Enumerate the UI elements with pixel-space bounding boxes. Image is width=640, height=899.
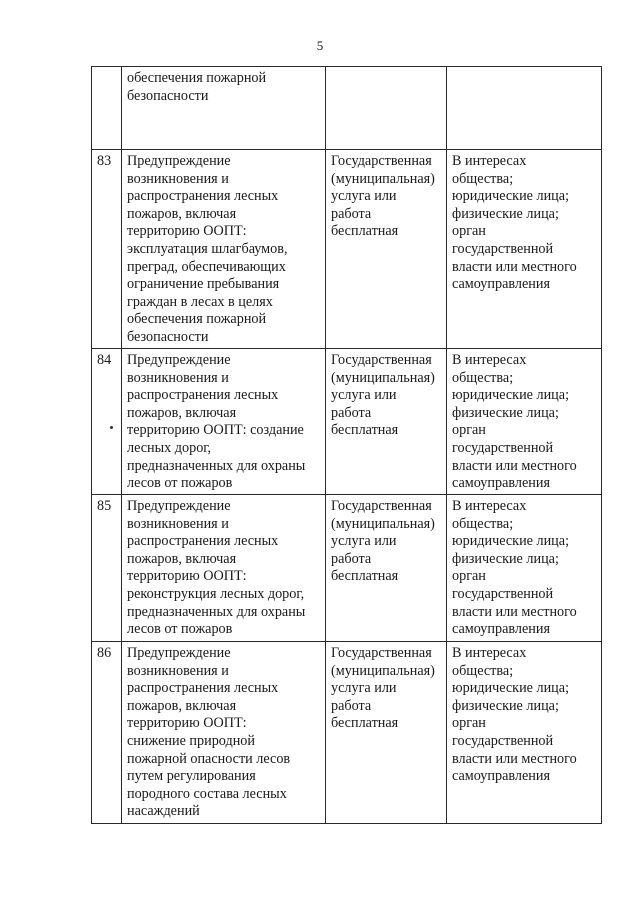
service-type-cell: Государственная (муниципальная) услуга или работа бесплатная [326, 150, 447, 349]
service-type-cell: Государственная (муниципальная) услуга или работа бесплатная [326, 349, 447, 495]
scan-speck [110, 426, 113, 429]
service-type-cell [326, 67, 447, 150]
row-number-cell: 85 [92, 495, 122, 642]
table-row [92, 642, 602, 824]
row-number-cell [92, 67, 122, 150]
services-table [91, 66, 602, 824]
table-row [92, 349, 602, 495]
page-number: 5 [316, 38, 324, 53]
row-number-cell: 84 [92, 349, 122, 495]
table-row [92, 495, 602, 642]
description-cell: Предупреждение возникновения и распространения лесных пожаров, включая территорию ООПТ: снижение природной пожарной опасности лесов путем регулирования породного состава лесных насаждений [122, 642, 326, 824]
consumers-cell [447, 67, 602, 150]
consumers-cell: В интересах общества; юридические лица; физические лица; орган государственной власти или местного самоуправления [447, 349, 602, 495]
consumers-cell: В интересах общества; юридические лица; физические лица; орган государственной власти или местного самоуправления [447, 642, 602, 824]
description-cell: Предупреждение возникновения и распространения лесных пожаров, включая территорию ООПТ: создание лесных дорог, предназначенных для охраны лесов от пожаров [122, 349, 326, 495]
description-cell: Предупреждение возникновения и распространения лесных пожаров, включая территорию ООПТ: эксплуатация шлагбаумов, преград, обеспечивающих ограничение пребывания граждан в лесах в целях обеспечения пожарной безопасности [122, 150, 326, 349]
row-number-cell: 86 [92, 642, 122, 824]
description-cell: обеспечения пожарной безопасности [122, 67, 326, 150]
consumers-cell: В интересах общества; юридические лица; физические лица; орган государственной власти или местного самоуправления [447, 150, 602, 349]
table-row [92, 150, 602, 349]
consumers-cell: В интересах общества; юридические лица; физические лица; орган государственной власти или местного самоуправления [447, 495, 602, 642]
table-row [92, 67, 602, 150]
description-cell: Предупреждение возникновения и распространения лесных пожаров, включая территорию ООПТ: реконструкция лесных дорог, предназначенных для охраны лесов от пожаров [122, 495, 326, 642]
service-type-cell: Государственная (муниципальная) услуга или работа бесплатная [326, 495, 447, 642]
service-type-cell: Государственная (муниципальная) услуга или работа бесплатная [326, 642, 447, 824]
row-number-cell: 83 [92, 150, 122, 349]
